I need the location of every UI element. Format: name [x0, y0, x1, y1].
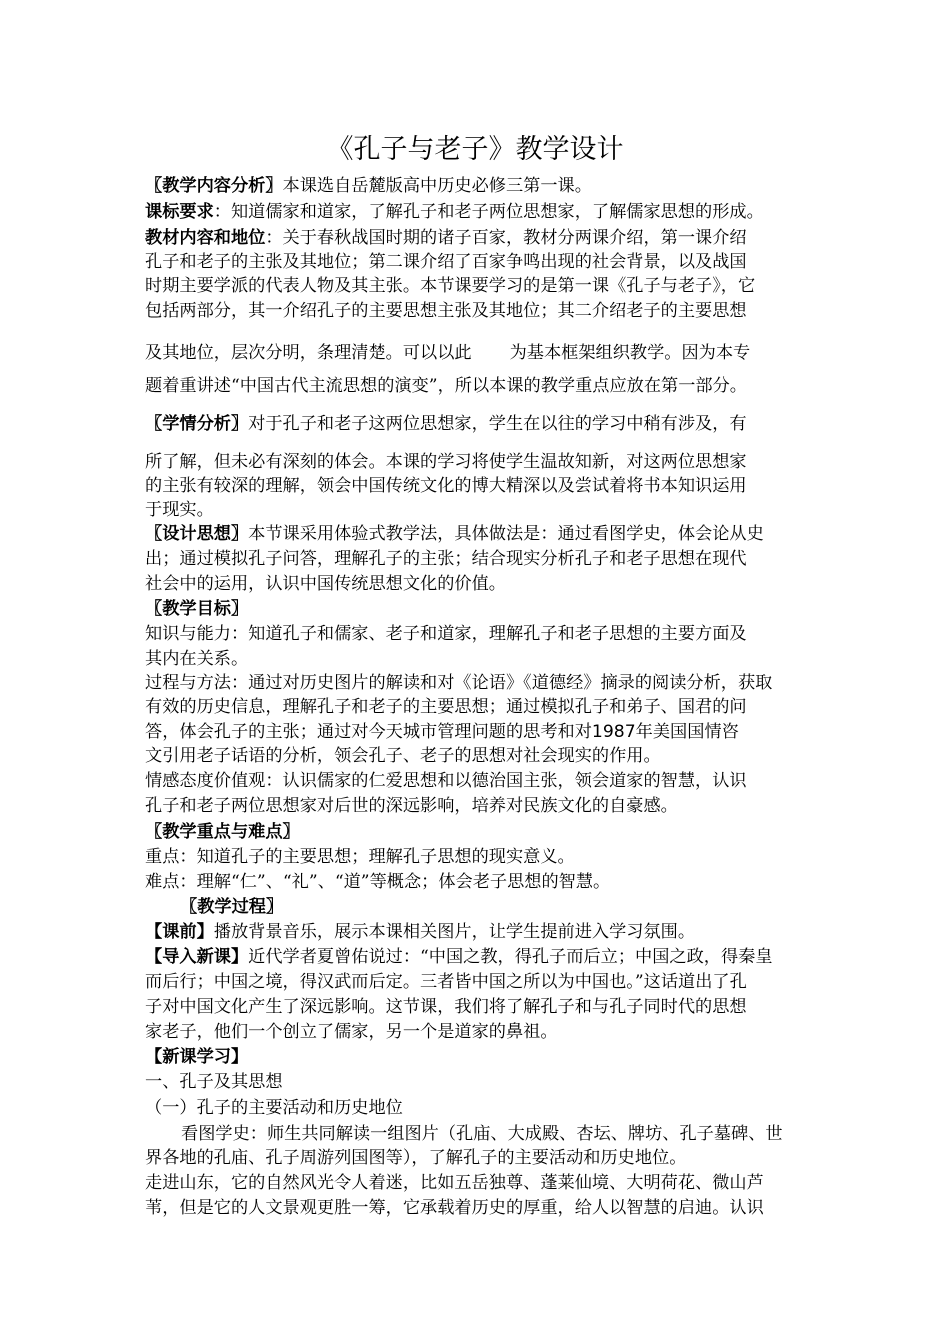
learners-line-3: 的主张有较深的理解，领会中国传统文化的博大精深以及尝试着将书本知识运用 [145, 476, 747, 496]
process-heading: 〖教学过程〗 [180, 897, 284, 917]
learners-label: 〖学情分析〗 [145, 414, 249, 434]
process-pre-label: 【课前】 [145, 922, 214, 942]
design-line-1 [145, 522, 764, 546]
document-title: 《孔子与老子》教学设计 [326, 134, 624, 165]
goals-emotion-2: 孔子和老子两位思想家对后世的深远影响，培养对民族文化的自豪感。 [145, 796, 678, 816]
learners-line-4: 于现实。 [145, 500, 214, 520]
textbook-line-3: 时期主要学派的代表人物及其主张。本节课要学习的是第一课《孔子与老子》，它 [145, 276, 756, 296]
process-intro-line-3: 子对中国文化产生了深远影响。这节课，我们将了解孔子和与孔子同时代的思想 [145, 997, 747, 1017]
section-1-heading: 一、孔子及其思想 [145, 1072, 283, 1092]
process-new-heading: 【新课学习】 [145, 1047, 249, 1067]
keypoints-heading: 〖教学重点与难点〗 [145, 822, 300, 842]
content-analysis-line [145, 174, 592, 198]
goals-process-3-text: 答，体会孔子的主张；通过对今天城市管理问题的思考和对 [145, 722, 592, 742]
goals-process-1: 过程与方法：通过对历史图片的解读和对《论语》《道德经》摘录的阅读分析，获取 [145, 673, 773, 693]
design-text-1: 本节课采用体验式教学法，具体做法是：通过看图学史，体会论从史 [248, 524, 764, 544]
textbook-line-1 [145, 226, 747, 250]
process-intro-text-1: 近代学者夏曾佑说过：“中国之教，得孔子而后立；中国之政，得秦皇 [248, 947, 773, 967]
textbook-text-1: ：关于春秋战国时期的诸子百家，教材分两课介绍，第一课介绍 [265, 228, 747, 248]
textbook-label: 教材内容和地位 [145, 228, 266, 248]
process-intro-line-2: 而后行；中国之境，得汉武而后定。三者皆中国之所以为中国也。”这话道出了孔 [145, 972, 747, 992]
textbook-text-5b: 为基本框架组织教学。因为本专 [509, 343, 751, 363]
goals-process-2: 有效的历史信息，理解孔子和老子的主要思想；通过模拟孔子和弟子、国君的问 [145, 697, 747, 717]
textbook-line-4: 包括两部分，其一介绍孔子的主要思想主张及其地位；其二介绍老子的主要思想 [145, 301, 747, 321]
process-pre-text: 播放背景音乐，展示本课相关图片，让学生提前进入学习氛围。 [213, 922, 696, 942]
standard-label: 课标要求 [145, 202, 214, 222]
textbook-line-5 [145, 341, 750, 365]
subsection-1-heading: （一）孔子的主要活动和历史地位 [145, 1098, 403, 1118]
learners-line-1 [145, 412, 747, 436]
standard-text: ：知道儒家和道家，了解孔子和老子两位思想家，了解儒家思想的形成。 [213, 202, 764, 222]
goals-heading: 〖教学目标〗 [145, 599, 249, 619]
textbook-line-2: 孔子和老子的主张及其地位；第二课介绍了百家争鸣出现的社会背景，以及战国 [145, 252, 747, 272]
keypoints-difficulty: 难点：理解“仁”、“礼”、“道”等概念；体会老子思想的智慧。 [145, 872, 611, 892]
learners-line-2: 所了解，但未必有深刻的体会。本课的学习将使学生温故知新，对这两位思想家 [145, 452, 747, 472]
process-intro-line-1 [145, 945, 773, 969]
textbook-line-6: 题着重讲述“中国古代主流思想的演变”，所以本课的教学重点应放在第一部分。 [145, 376, 747, 396]
shandong-line-2: 苇，但是它的人文景观更胜一筹，它承载着历史的厚重，给人以智慧的启迪。认识 [145, 1198, 764, 1218]
goals-knowledge-1: 知识与能力：知道孔子和儒家、老子和道家，理解孔子和老子思想的主要方面及 [145, 624, 747, 644]
process-intro-line-4: 家老子，他们一个创立了儒家，另一个是道家的鼻祖。 [145, 1022, 558, 1042]
content-analysis-label: 〖教学内容分析〗 [145, 176, 283, 196]
picture-study-line-1: 看图学史：师生共同解读一组图片（孔庙、大成殿、杏坛、牌坊、孔子墓碑、世 [181, 1124, 783, 1144]
design-line-2: 出；通过模拟孔子问答，理解孔子的主张；结合现实分析孔子和老子思想在现代 [145, 549, 747, 569]
keypoints-focus: 重点：知道孔子的主要思想；理解孔子思想的现实意义。 [145, 847, 575, 867]
goals-process-3 [145, 720, 739, 744]
textbook-text-5a: 及其地位，层次分明，条理清楚。可以以此 [145, 343, 472, 363]
goals-process-3b-text: 年美国国情咨 [635, 722, 739, 742]
shandong-line-1: 走进山东，它的自然风光令人着迷，比如五岳独尊、蓬莱仙境、大明荷花、微山芦 [145, 1173, 764, 1193]
learners-text-1: 对于孔子和老子这两位思想家，学生在以往的学习中稍有涉及，有 [248, 414, 747, 434]
goals-emotion-1: 情感态度价值观：认识儒家的仁爱思想和以德治国主张，领会道家的智慧，认识 [145, 771, 747, 791]
design-label: 〖设计思想〗 [145, 524, 249, 544]
goals-process-4: 文引用老子话语的分析，领会孔子、老子的思想对社会现实的作用。 [145, 746, 661, 766]
picture-study-line-2: 界各地的孔庙、孔子周游列国图等），了解孔子的主要活动和历史地位。 [145, 1148, 687, 1168]
goals-knowledge-2: 其内在关系。 [145, 649, 249, 669]
process-intro-label: 【导入新课】 [145, 947, 249, 967]
goals-process-3-year: 1987 [591, 722, 636, 742]
design-line-3: 社会中的运用，认识中国传统思想文化的价值。 [145, 574, 506, 594]
process-pre-line [145, 920, 695, 944]
standard-line [145, 200, 764, 224]
content-analysis-text: 本课选自岳麓版高中历史必修三第一课。 [282, 176, 592, 196]
